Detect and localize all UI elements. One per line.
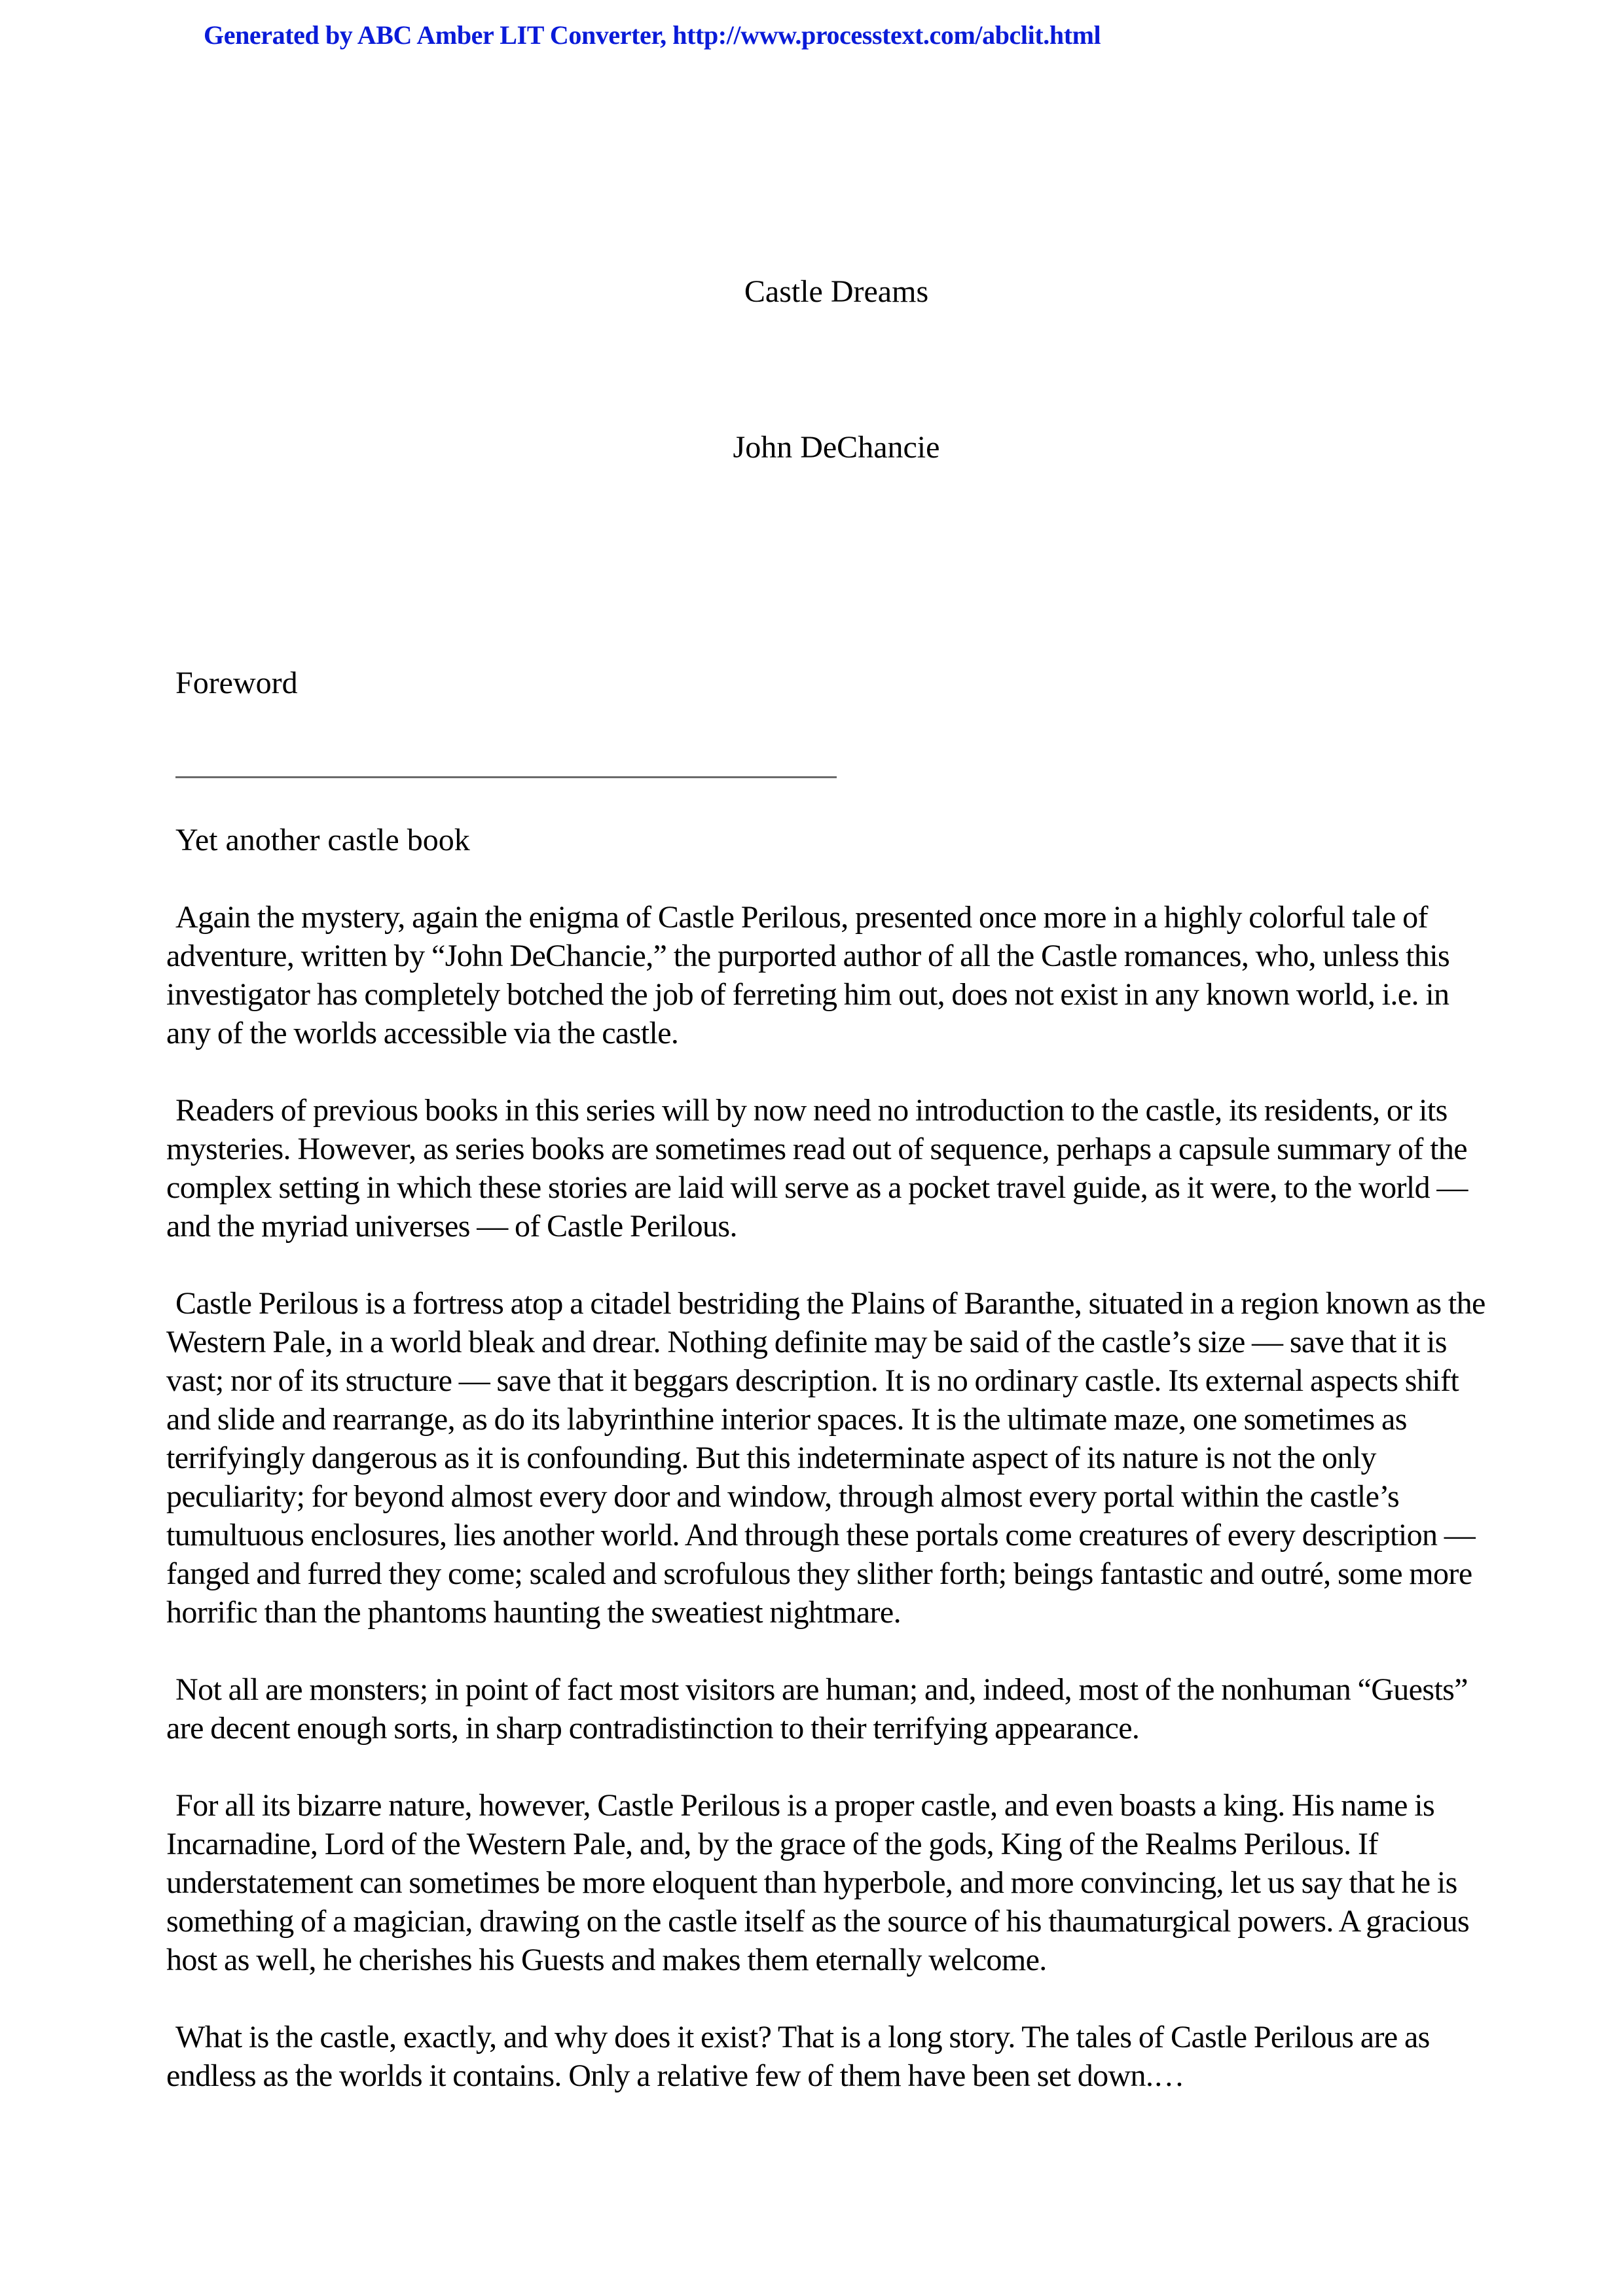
paragraph: Castle Perilous is a fortress atop a citadel bestriding the Plains of Baranthe, situated in a region known as the Western Pale, in a world bleak and drear. Nothing definite may be said of the castle’s size — save that it is vast; nor of its structure — save that it beggars description. It is no ordinary castle. Its external aspects shift and slide and rearrange, as do its labyrinthine interior spaces. It is the ultimate maze, one sometimes as terrifyingly dangerous as it is confounding. But this indeterminate aspect of its nature is not the only peculiarity; for beyond almost every door and window, through almost every portal within the castle’s tumultuous enclosures, lies another world. And through these portals come creatures of every description — fanged and furred they come; scaled and scrofulous they slither forth; beings fantastic and outré, some more horrific than the phantoms haunting the sweatiest nightmare. bbox=[166, 1286, 1486, 1630]
horizontal-divider bbox=[175, 776, 837, 778]
paragraph: Again the mystery, again the enigma of Castle Perilous, presented once more in a highly colorful tale of adventure, written by “John DeChancie,” the purported author of all the Castle romances, who, unless this investigator has completely botched the job of ferreting him out, does not exist in any known world, i.e. in any of the worlds accessible via the castle. bbox=[166, 900, 1450, 1050]
paragraph: For all its bizarre nature, however, Castle Perilous is a proper castle, and even boasts a king. His name is Incarnadine, Lord of the Western Pale, and, by the grace of the gods, King of the Realms Perilous. If understatement can sometimes be more eloquent than hyperbole, and more convincing, let us say that he is something of a magician, drawing on the castle itself as the source of his thaumaturgical powers. A gracious host as well, he cherishes his Guests and makes them eternally welcome. bbox=[166, 1788, 1470, 1977]
book-title: Castle Dreams bbox=[744, 274, 929, 309]
paragraph: Readers of previous books in this series will by now need no introduction to the castle, its residents, or its mysteries. However, as series books are sometimes read out of sequence, perhaps a capsule summary of the complex setting in which these stories are laid will serve as a pocket travel guide, as it were, to the world — and the myriad universes — of Castle Perilous. bbox=[166, 1093, 1468, 1244]
book-author: John DeChancie bbox=[733, 430, 940, 465]
section-heading: Foreword bbox=[175, 666, 298, 700]
foreword-body bbox=[166, 898, 1495, 2134]
paragraph: What is the castle, exactly, and why does it exist? That is a long story. The tales of Castle Perilous are as endless as the worlds it contains. Only a relative few of them have been set down.… bbox=[166, 2020, 1430, 2093]
converter-banner-link[interactable]: Generated by ABC Amber LIT Converter, http://www.processtext.com/abclit.html bbox=[204, 20, 1101, 50]
section-subtitle: Yet another castle book bbox=[175, 823, 470, 857]
paragraph: Not all are monsters; in point of fact most visitors are human; and, indeed, most of the nonhuman “Guests” are decent enough sorts, in sharp contradistinction to their terrifying appearance. bbox=[166, 1672, 1468, 1746]
